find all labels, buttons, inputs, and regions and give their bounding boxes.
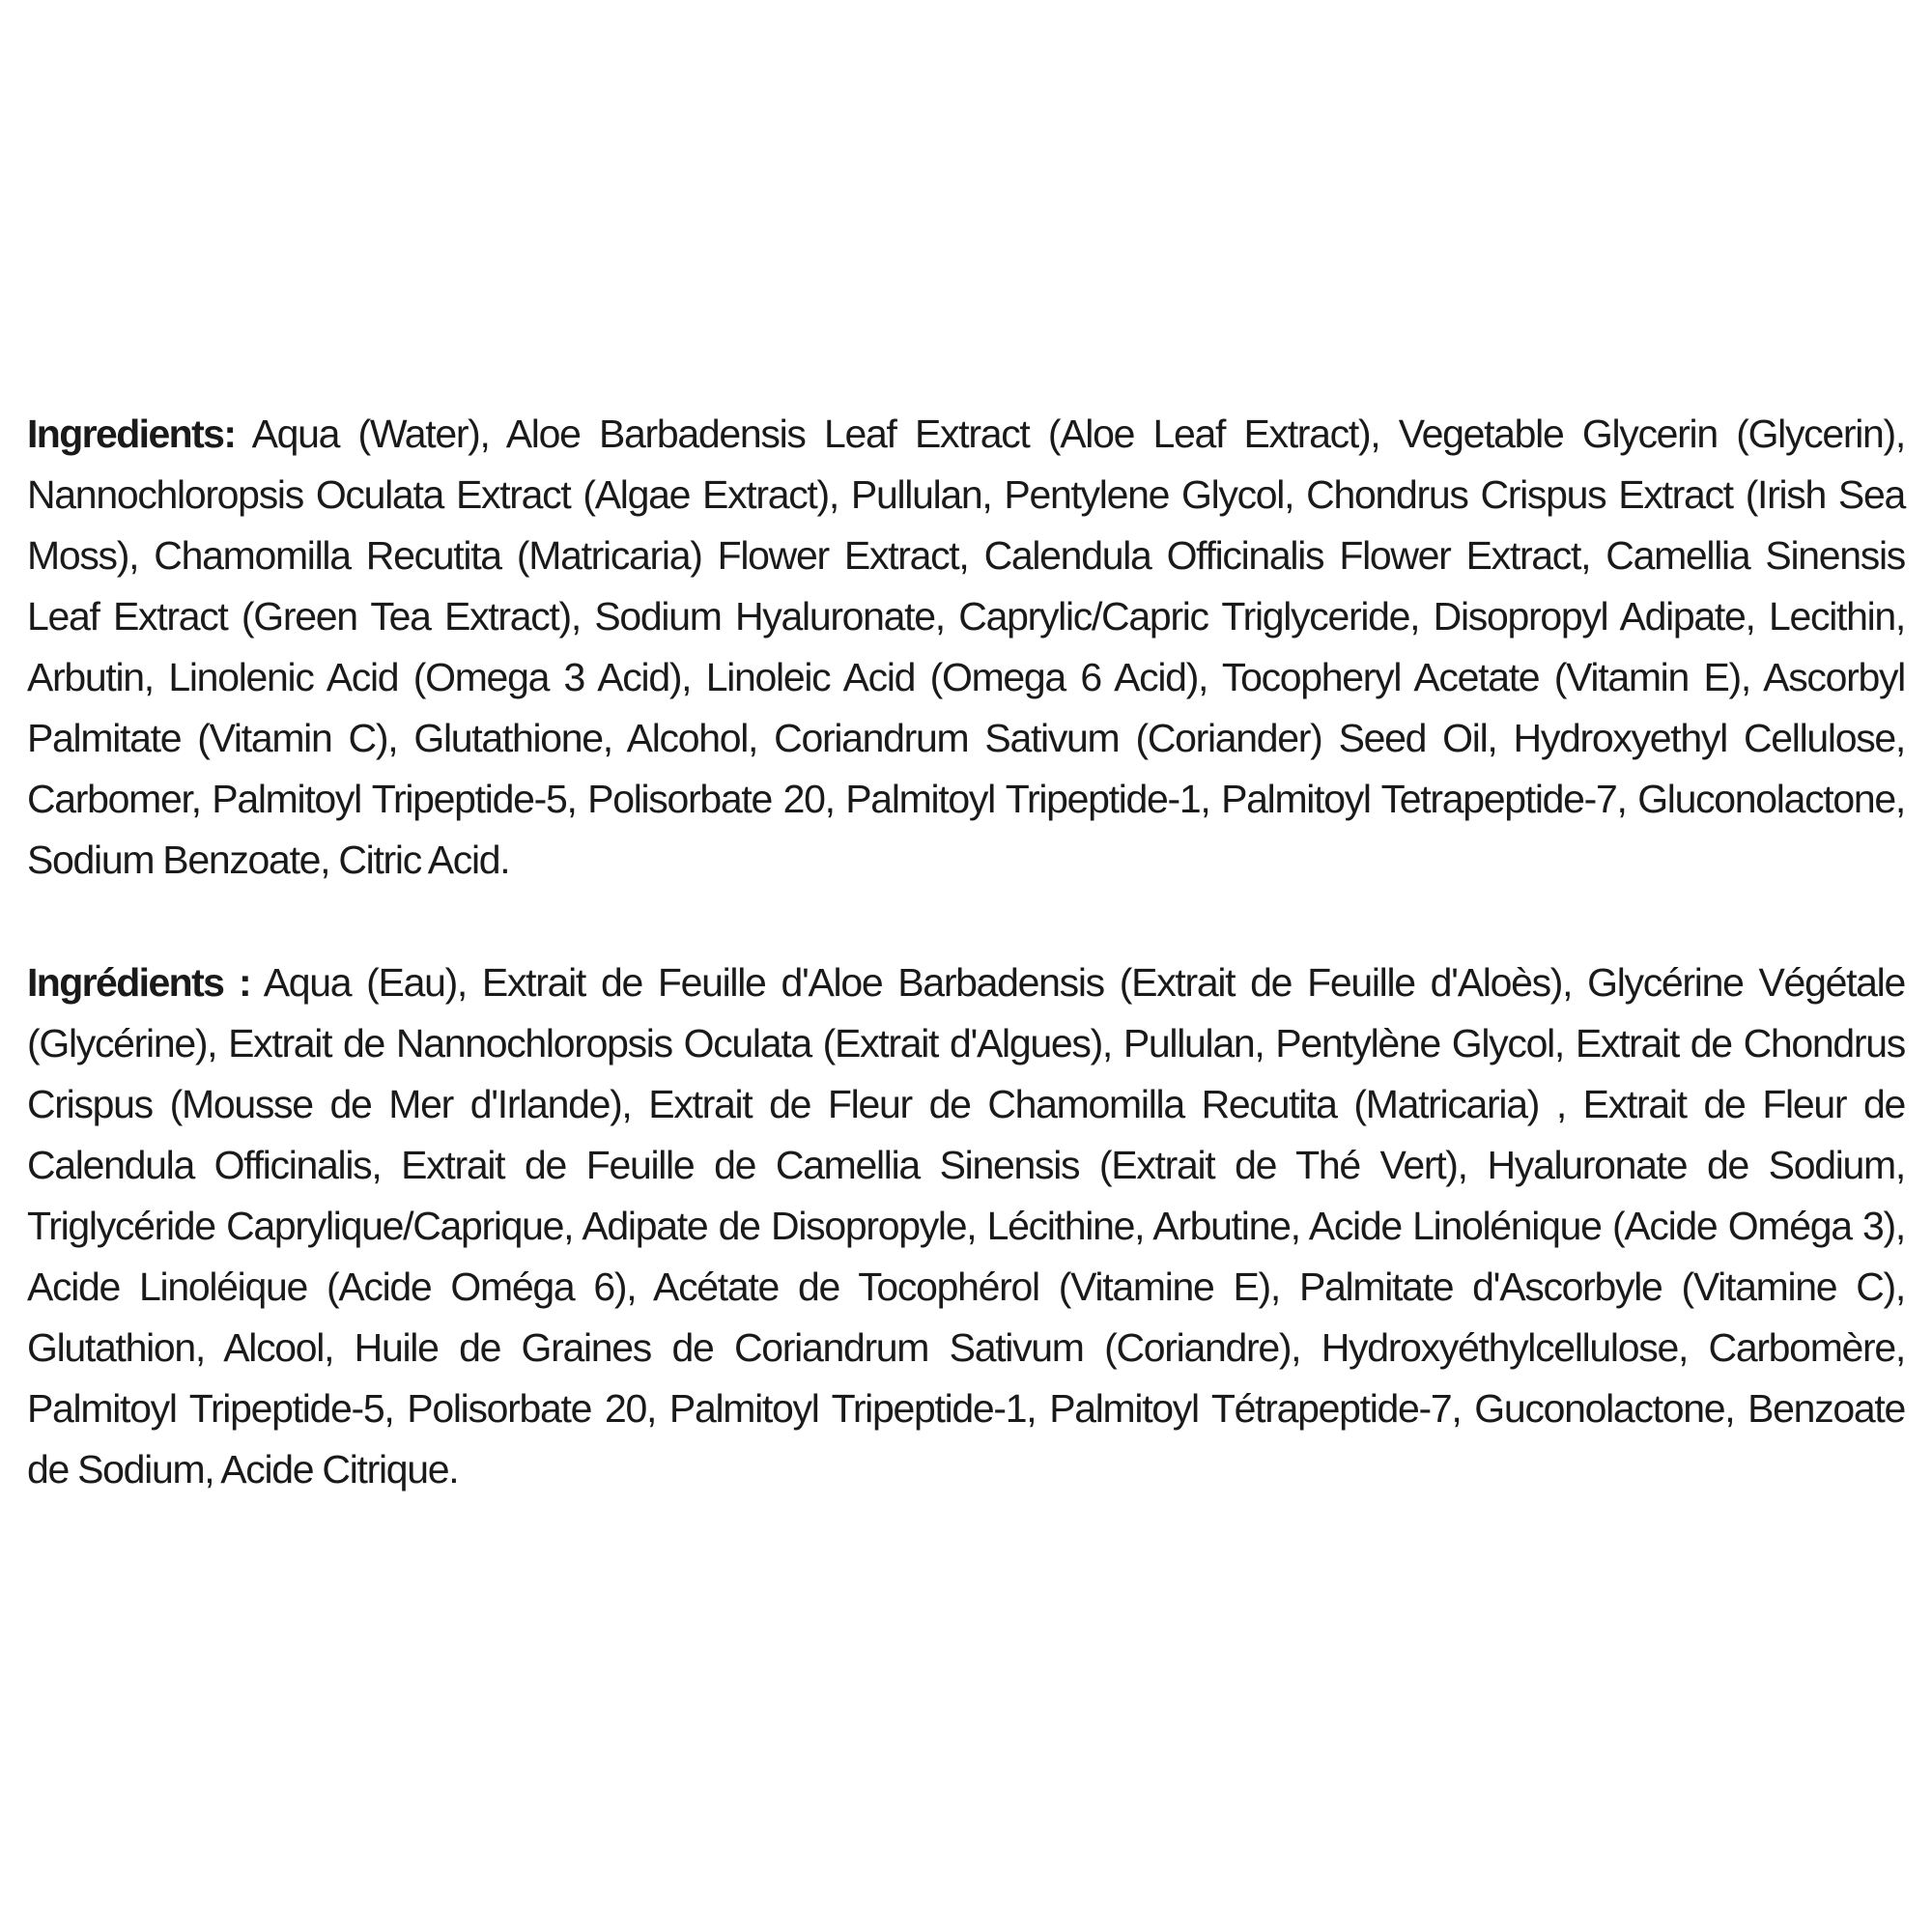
french-ingredients-list: Aqua (Eau), Extrait de Feuille d'Aloe Barbadensis (Extrait de Feuille d'Aloès), Glycérine Végétale (Glycérine), Extrait de Nannochloropsis Oculata (Extrait d'Algues), Pullulan, Pentylène Glycol, Extrait de Chondrus Crispus (Mousse de Mer d'Irlande), Extrait de Fleur de Chamomilla Recutita (Matricaria) , Extrait de Fleur de Calendula Officinalis, Extrait de Feuille de Camellia Sinensis (Extrait de Thé Vert), Hyaluronate de Sodium, Triglycéride Caprylique/Caprique, Adipate de Disopropyle, Lécithine, Arbutine, Acide Linolénique (Acide Oméga 3), Acide Linoléique (Acide Oméga 6), Acétate de Tocophérol (Vitamine E), Palmitate d'Ascorbyle (Vitamine C), Glutathion, Alcool, Huile de Graines de Coriandrum Sativum (Coriandre), Hydroxyéthylcellulose, Carbomère, Palmitoyl Tripeptide-5, Polisorbate 20, Palmitoyl Tripeptide-1, Palmitoyl Tétrapeptide-7, Guconolactone, Benzoate de Sodium, Acide Citrique. <box>27 960 1905 1492</box>
english-ingredients-paragraph <box>27 404 1905 891</box>
french-ingredients-paragraph <box>27 952 1905 1500</box>
french-ingredients-heading: Ingrédients : <box>27 960 251 1005</box>
english-ingredients-list: Aqua (Water), Aloe Barbadensis Leaf Extract (Aloe Leaf Extract), Vegetable Glycerin (Glycerin), Nannochloropsis Oculata Extract (Algae Extract), Pullulan, Pentylene Glycol, Chondrus Crispus Extract (Irish Sea Moss), Chamomilla Recutita (Matricaria) Flower Extract, Calendula Officinalis Flower Extract, Camellia Sinensis Leaf Extract (Green Tea Extract), Sodium Hyaluronate, Caprylic/Capric Triglyceride, Disopropyl Adipate, Lecithin, Arbutin, Linolenic Acid (Omega 3 Acid), Linoleic Acid (Omega 6 Acid), Tocopheryl Acetate (Vitamin E), Ascorbyl Palmitate (Vitamin C), Glutathione, Alcohol, Coriandrum Sativum (Coriander) Seed Oil, Hydroxyethyl Cellulose, Carbomer, Palmitoyl Tripeptide-5, Polisorbate 20, Palmitoyl Tripeptide-1, Palmitoyl Tetrapeptide-7, Gluconolactone, Sodium Benzoate, Citric Acid. <box>27 412 1905 882</box>
english-ingredients-heading: Ingredients: <box>27 412 236 456</box>
